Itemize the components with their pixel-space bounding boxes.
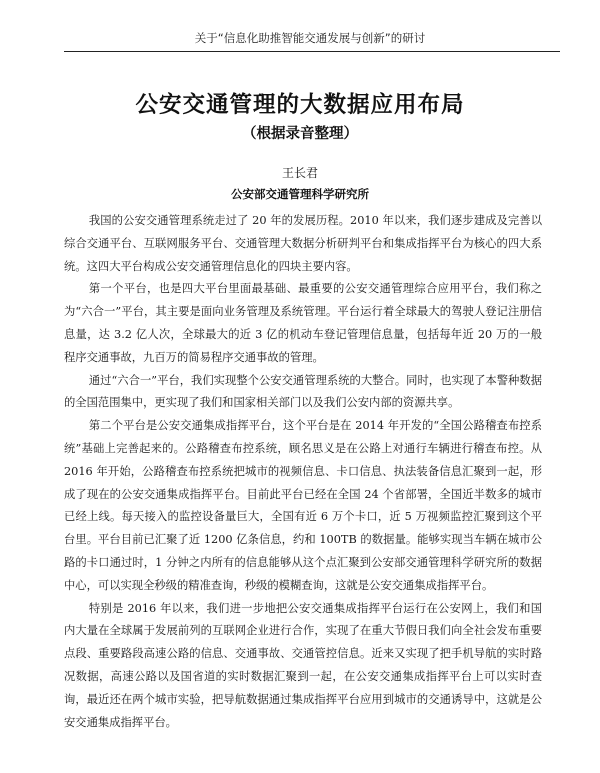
author-affiliation: 公安部交通管理科学研究所: [231, 187, 369, 201]
paragraph-1: 我国的公安交通管理系统走过了 20 年的发展历程。2010 年以来，我们逐步建成及完善以综合交通平台、互联网服务平台、交通管理大数据分析研判平台和集成指挥平台为核心的四大系统。这四大平台构成公安交通管理信息化的四块主要内容。: [64, 214, 542, 273]
article-body: [64, 210, 542, 734]
paragraph-3: 通过“六合一”平台，我们实现整个公安交通管理系统的大整合。同时，也实现了本警种数据的全国范围集中，更实现了我们和国家相关部门以及我们公安内部的资源共享。: [64, 373, 542, 410]
paragraph-4: 第二个平台是公安交通集成指挥平台，这个平台是在 2014 年开发的“全国公路稽查布控系统”基础上完善起来的。公路稽查布控系统，顾名思义是在公路上对通行车辆进行稽查布控。从 2016 年开始，公路稽查布控系统把城市的视频信息、卡口信息、执法装备信息汇聚到一起，形成了现在的公安交通集成指挥平台。目前此平台已经在全国 24 个省部署，全国近半数多的城市已经上线。每天接入的监控设备量巨大，全国有近 6 万个卡口，近 5 万视频监控汇聚到这个平台里。平台目前已汇聚了近 1200 亿条信息，约和 100TB 的数据量。能够实现当车辆在城市公路的卡口通过时，1 分钟之内所有的信息能够从这个点汇聚到公安部交通管理科学研究所的数据中心，可以实现全秒级的精准查询，秒级的模糊查询，这就是公安交通集成指挥平台。: [64, 419, 542, 592]
running-header: 关于“信息化助推智能交通发展与创新”的研讨: [194, 31, 426, 45]
paragraph-2: 第一个平台，也是四大平台里面最基础、最重要的公安交通管理综合应用平台，我们称之为“六合一”平台，其主要是面向业务管理及系统管理。平台运行着全球最大的驾驶人登记注册信息量，达 3.2 亿人次，全球最大的近 3 亿的机动车登记管理信息量，包括每年近 20 万的一般程序交通事故，九百万的简易程序交通事故的管理。: [64, 282, 542, 364]
article-title: 公安交通管理的大数据应用布局: [135, 92, 465, 118]
author-name: 王长君: [281, 166, 318, 180]
paragraph-5: 特别是 2016 年以来，我们进一步地把公安交通集成指挥平台运行在公安网上，我们和国内大量在全球属于发展前列的互联网企业进行合作，实现了在重大节假日我们向全社会发布重要点段、重要路段高速公路的信息、交通事故、交通管控信息。近来又实现了把手机导航的实时路况数据，高速公路以及国省道的实时数据汇聚到一起，在公安交通集成指挥平台上可以实时查询，最近还在两个城市实验，把导航数据通过集成指挥平台应用到城市的交通诱导中，这就是公安交通集成指挥平台。: [64, 601, 542, 729]
header-rule: [64, 51, 560, 52]
article-subtitle: （根据录音整理）: [242, 126, 358, 142]
